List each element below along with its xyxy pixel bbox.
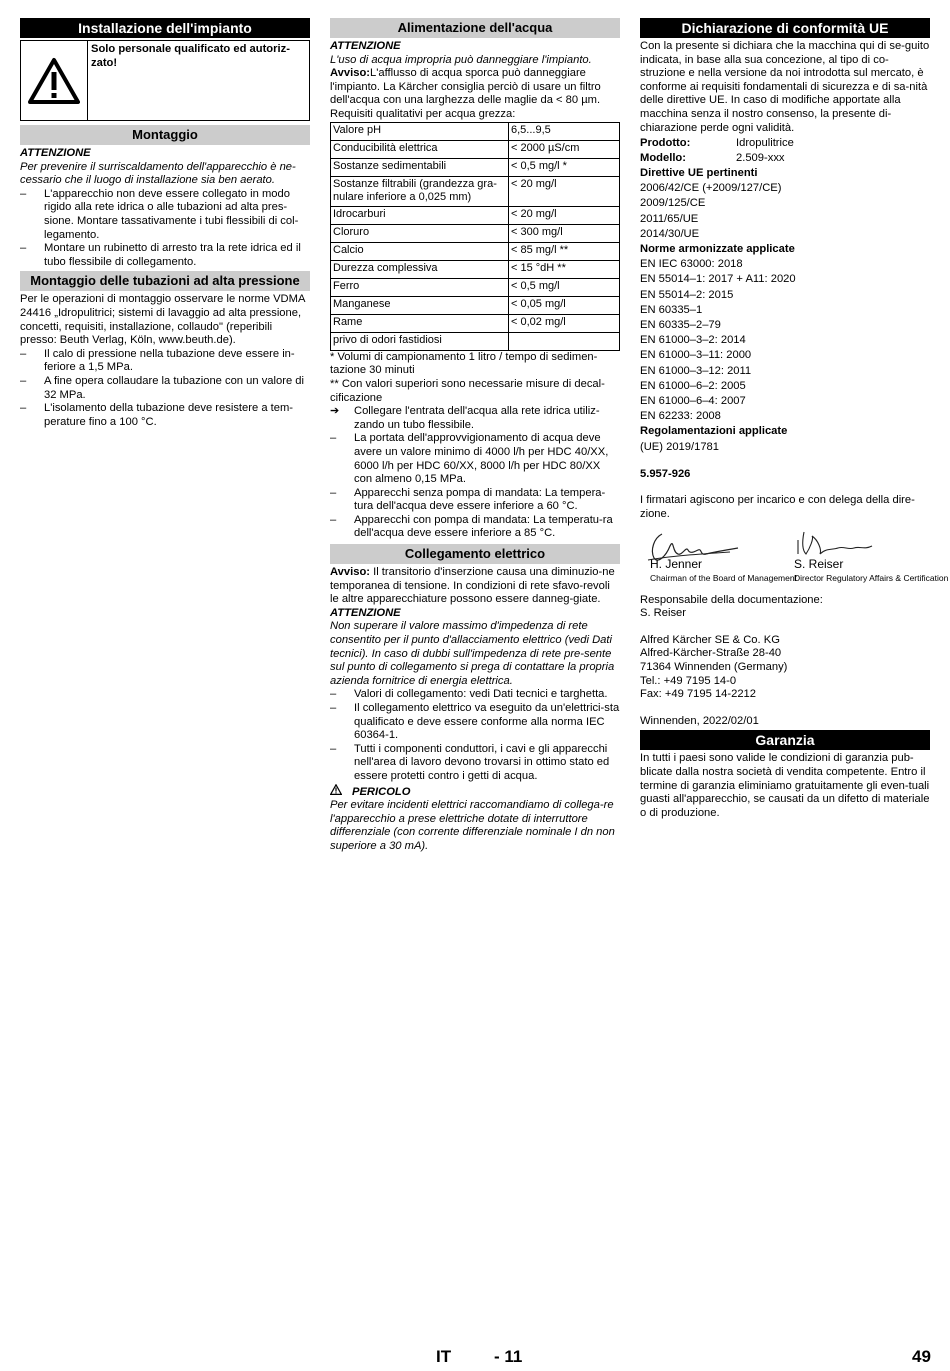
list-item: – Il calo di pressione nella tubazione deve essere in-feriore a 1,5 MPa.: [20, 348, 310, 375]
model-row: [640, 151, 930, 166]
value-cell: [509, 332, 620, 350]
conformita-intro: Con la presente si dichiara che la macchina qui di se-guito indicata, in base alla sua concezione, al tipo di co-struzione e nella versione da noi introdotta sul mercato, è conforme ai requisiti fondamentali di sicurezza e di sa-nità delle direttive UE. In caso di modifiche apportate alla macchina senza il nostro consenso, la presente di-chiarazione perde ogni validità.: [640, 40, 930, 134]
parameter-cell: Sostanze filtrabili (grandezza gra-nulare inferiore a 0,025 mm): [331, 176, 509, 206]
parameter-cell: Conducibilità elettrica: [331, 140, 509, 158]
list-item: – Apparecchi con pompa di mandata: La temperatu-ra dell'acqua deve essere inferiore a 85 °C.: [330, 514, 620, 541]
value-cell: 6,5...9,5: [509, 122, 620, 140]
avviso-label: Avviso:: [330, 566, 370, 579]
parameter-cell: Calcio: [331, 242, 509, 260]
list-item: – Il collegamento elettrico va eseguito da un'elettrici-sta qualificato e deve essere conforme alla norma IEC 60364-1.: [330, 702, 620, 743]
list-item: – Montare un rubinetto di arresto tra la rete idrica ed il tubo flessibile di collegamento.: [20, 242, 310, 269]
norma-item: EN 55014–1: 2017 + A11: 2020: [640, 273, 796, 286]
signer-role: Chairman of the Board of Management: [650, 572, 797, 583]
norme-title: Norme armonizzate applicate: [640, 242, 795, 255]
address-line: 71364 Winnenden (Germany): [640, 660, 788, 673]
direttive-title: Direttive UE pertinenti: [640, 166, 758, 179]
responsabile-name: S. Reiser: [640, 607, 687, 620]
footer-page-number: 49: [912, 1347, 931, 1366]
section-title-montaggio: Montaggio: [20, 125, 310, 145]
column-2: [330, 18, 620, 854]
list-item: – Apparecchi senza pompa di mandata: La tempera-tura dell'acqua deve essere inferiore a 60 °C.: [330, 487, 620, 514]
value-cell: < 85 mg/l **: [509, 242, 620, 260]
column-1: [20, 18, 310, 429]
product-value: Idropulitrice: [736, 137, 794, 150]
attention-text: Non superare il valore massimo d'impedenza di rete consentito per il punto d'allacciamento elettrico (vedi Dati tecnici). In caso di dubbi sull'impedenza di rete pre-sente sul punto di collegamento si prega di contattare la propria azienda fornitrice di energia elettrica.: [330, 620, 615, 687]
table-row: [331, 206, 620, 224]
norma-item: EN 61000–3–11: 2000: [640, 349, 752, 362]
parameter-cell: Idrocarburi: [331, 206, 509, 224]
signature-reiser: [792, 528, 949, 583]
parameter-cell: Cloruro: [331, 224, 509, 242]
montaggio-list: [20, 188, 310, 270]
signatures: [640, 528, 949, 590]
signature-jenner: [640, 528, 797, 583]
table-row: [331, 176, 620, 206]
signer-role: Director Regulatory Affairs & Certification: [794, 572, 949, 583]
list-item: – L'isolamento della tubazione deve resistere a tem-perature fino a 100 °C.: [20, 402, 310, 429]
value-cell: < 0,05 mg/l: [509, 296, 620, 314]
attention-label: ATTENZIONE: [330, 40, 401, 52]
value-cell: < 0,5 mg/l: [509, 278, 620, 296]
product-row: [640, 137, 930, 151]
table-row: [331, 140, 620, 158]
value-cell: < 300 mg/l: [509, 224, 620, 242]
place-date: Winnenden, 2022/02/01: [640, 714, 759, 727]
table-row: [331, 260, 620, 278]
norma-item: EN 60335–2–79: [640, 318, 721, 331]
avviso-paragraph: [330, 67, 620, 108]
tubazioni-intro: Per le operazioni di montaggio osservare le norme VDMA 24416 „Idropulitrici; sistemi di lavaggio ad alta pressione, concetti, requisiti, installazione, collaudo" (reperibili presso: Beuth Verlag, Köln, www.beuth.de).: [20, 293, 305, 347]
section-title-installazione: Installazione dell'impianto: [20, 18, 310, 38]
address-line: Alfred Kärcher SE & Co. KG: [640, 633, 780, 646]
table-row: [331, 242, 620, 260]
table-row: [331, 224, 620, 242]
address-line: Tel.: +49 7195 14-0: [640, 674, 737, 687]
norma-item: EN 60335–1: [640, 303, 703, 316]
value-cell: < 0,02 mg/l: [509, 314, 620, 332]
garanzia-text: In tutti i paesi sono valide le condizioni di garanzia pub-blicate dalla nostra società di vendita competente. Entro il termine di garanzia eliminiamo gratuitamente gli even-tuali guasti all'apparecchio, se causati da un difetto di materiale o di produzione.: [640, 752, 930, 819]
avviso-text: L'afflusso di acqua sporca può danneggiare l'impianto. La Kärcher consiglia perciò di usare un filtro dell'acqua con una larghezza delle maglie da < 80 µm.: [330, 67, 601, 107]
warning-triangle-icon: [21, 41, 88, 120]
table-row: [331, 278, 620, 296]
direttiva-item: 2006/42/CE (+2009/127/CE): [640, 182, 782, 195]
document-number: 5.957-926: [640, 467, 691, 480]
danger-label: PERICOLO: [352, 785, 411, 798]
warning-text: Solo personale qualificato ed autoriz-zato!: [91, 43, 290, 69]
table-note-2: ** Con valori superiori sono necessarie misure di decal-cificazione: [330, 377, 605, 404]
footer-local-page: - 11: [494, 1347, 523, 1366]
direttiva-item: 2009/125/CE: [640, 197, 706, 210]
elettrico-list: [330, 688, 620, 783]
value-cell: < 0,5 mg/l *: [509, 158, 620, 176]
footer-language: IT: [436, 1347, 452, 1366]
acqua-list: [330, 432, 620, 541]
attention-label: ATTENZIONE: [330, 606, 401, 619]
responsabile-label: Responsabile della documentazione:: [640, 593, 823, 606]
firmatari-text: I firmatari agiscono per incarico e con delega della dire-zione.: [640, 494, 915, 520]
section-title-conformita: Dichiarazione di conformità UE: [640, 18, 930, 38]
list-item: – Valori di collegamento: vedi Dati tecnici e targhetta.: [330, 688, 620, 702]
water-quality-table: [330, 122, 620, 351]
parameter-cell: Durezza complessiva: [331, 260, 509, 278]
norma-item: EN 61000–6–4: 2007: [640, 395, 746, 407]
product-label: Prodotto:: [640, 137, 691, 150]
value-cell: < 15 °dH **: [509, 260, 620, 278]
signer-name: H. Jenner: [650, 556, 703, 571]
list-item: – A fine opera collaudare la tubazione con un valore di 32 MPa.: [20, 375, 310, 402]
parameter-cell: privo di odori fastidiosi: [331, 332, 509, 350]
parameter-cell: Sostanze sedimentabili: [331, 158, 509, 176]
value-cell: < 2000 µS/cm: [509, 140, 620, 158]
table-row: [331, 314, 620, 332]
section-title-acqua: Alimentazione dell'acqua: [330, 18, 620, 38]
list-item: – Tutti i componenti conduttori, i cavi e gli apparecchi nell'area di lavoro devono trovarsi in ottimo stato ed essere protetti contro i getti di acqua.: [330, 743, 620, 784]
parameter-cell: Manganese: [331, 296, 509, 314]
column-3: [640, 18, 949, 820]
section-title-tubazioni: Montaggio delle tubazioni ad alta pressione: [20, 271, 310, 291]
attention-text: Per prevenire il surriscaldamento dell'apparecchio è ne-cessario che il luogo di installazione sia ben aerato.: [20, 160, 296, 187]
table-intro: Requisiti qualitativi per acqua grezza:: [330, 107, 516, 120]
parameter-cell: Valore pH: [331, 122, 509, 140]
norma-item: EN IEC 63000: 2018: [640, 258, 743, 271]
direttiva-item: 2011/65/UE: [640, 212, 699, 225]
table-row: [331, 158, 620, 176]
list-item: ➔ Collegare l'entrata dell'acqua alla rete idrica utiliz-zando un tubo flessibile.: [330, 405, 620, 432]
avviso-label: Avviso:: [330, 67, 370, 80]
danger-text: Per evitare incidenti elettrici raccomandiamo di collega-re l'apparecchio a prese elettriche dotate di interruttore differenziale (con corrente differenziale nominale I dn non superiore a 30 mA).: [330, 799, 615, 852]
table-row: [331, 296, 620, 314]
model-label: Modello:: [640, 151, 686, 164]
table-row: [331, 332, 620, 350]
value-cell: < 20 mg/l: [509, 206, 620, 224]
value-cell: < 20 mg/l: [509, 176, 620, 206]
parameter-cell: Rame: [331, 314, 509, 332]
address-line: Fax: +49 7195 14-2212: [640, 688, 757, 701]
regolamentazioni-item: (UE) 2019/1781: [640, 440, 719, 453]
norma-item: EN 61000–3–12: 2011: [640, 364, 752, 377]
avviso-paragraph: [330, 566, 620, 607]
attention-text: L'uso di acqua impropria può danneggiare l'impianto.: [330, 53, 592, 66]
tubazioni-list: [20, 348, 310, 430]
parameter-cell: Ferro: [331, 278, 509, 296]
danger-heading: [330, 784, 620, 800]
norma-item: EN 62233: 2008: [640, 410, 721, 423]
avviso-text: Il transitorio d'inserzione causa una diminuzio-ne temporanea di tensione. In condizioni di rete sfavo-revoli le altre apparecchiature possono essere danneg-giate.: [330, 566, 615, 606]
table-note-1: * Volumi di campionamento 1 litro / tempo di sedimen-tazione 30 minuti: [330, 350, 598, 377]
acqua-arrow-list: [330, 405, 620, 432]
norma-item: EN 61000–6–2: 2005: [640, 379, 746, 392]
address-line: Alfred-Kärcher-Straße 28-40: [640, 647, 782, 660]
norma-item: EN 55014–2: 2015: [640, 288, 734, 301]
signer-name: S. Reiser: [794, 556, 844, 571]
regolamentazioni-title: Regolamentazioni applicate: [640, 425, 788, 438]
table-row: [331, 122, 620, 140]
list-item: – L'apparecchio non deve essere collegato in modo rigido alla rete idrica o alle tubazioni ad alta pres-sione. Montare tassativamente i tubi flessibili di col-legamento.: [20, 188, 310, 242]
danger-triangle-icon: [330, 784, 342, 800]
section-title-elettrico: Collegamento elettrico: [330, 544, 620, 564]
warning-box: [20, 40, 310, 121]
norma-item: EN 61000–3–2: 2014: [640, 334, 746, 347]
section-title-garanzia: Garanzia: [640, 730, 930, 750]
direttiva-item: 2014/30/UE: [640, 227, 700, 240]
attention-label: ATTENZIONE: [20, 147, 91, 159]
model-value: 2.509-xxx: [736, 151, 785, 164]
list-item: – La portata dell'approvvigionamento di acqua deve avere un valore minimo di 4000 l/h per HDC 40/XX, 6000 l/h per HDC 60/XX, 8000 l/h per HDC 80/XX con almeno 0,15 MPa.: [330, 432, 620, 486]
